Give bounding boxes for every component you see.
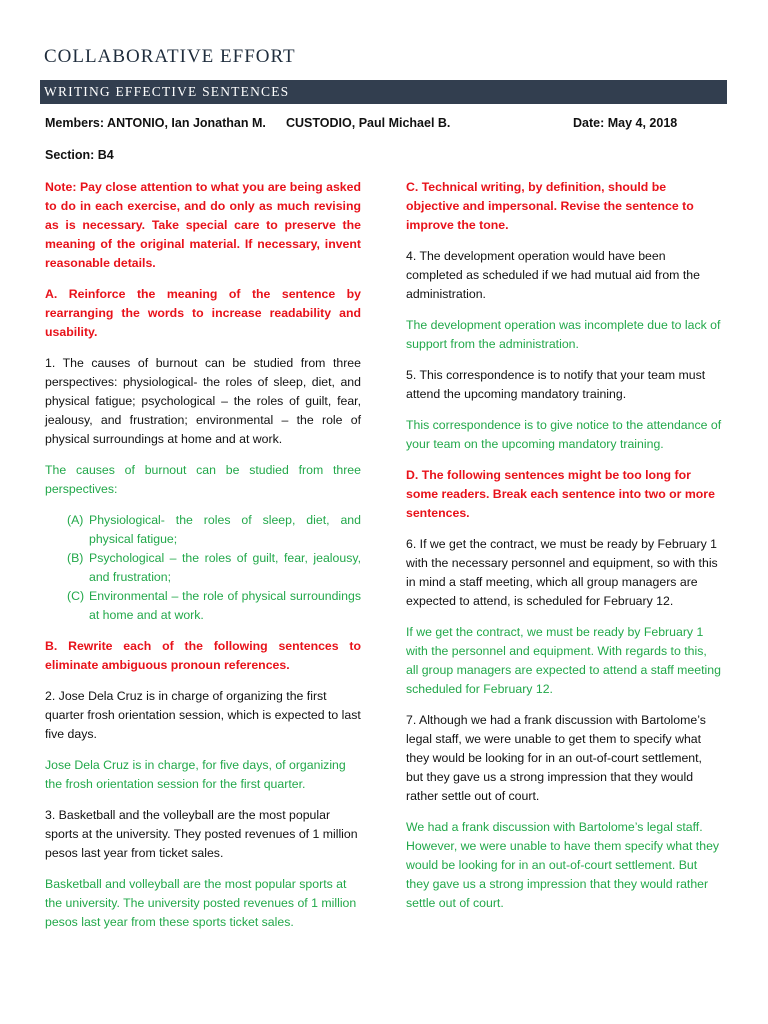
exercise-b-heading: B. Rewrite each of the following sentences to eliminate ambiguous pronoun references. (45, 639, 361, 672)
list-marker: (A) (67, 513, 84, 527)
members-label: Members: ANTONIO, Ian Jonathan M. (45, 116, 266, 130)
answer-1-list (45, 511, 361, 625)
member-second: CUSTODIO, Paul Michael B. (286, 116, 451, 130)
section-label: Section: B4 (45, 148, 114, 162)
answer-3: Basketball and volleyball are the most popular sports at the university. The university posted revenues of 1 million pesos last year from these sports ticket sales. (45, 877, 357, 929)
list-marker: (B) (67, 551, 84, 565)
left-column (45, 178, 361, 944)
list-item (45, 511, 361, 549)
list-text: Physiological- the roles of sleep, diet, and physical fatigue; (89, 513, 361, 546)
exercise-a-heading: A. Reinforce the meaning of the sentence by rearranging the words to increase readability and usability. (45, 287, 361, 339)
question-5: 5. This correspondence is to notify that your team must attend the upcoming mandatory training. (406, 368, 706, 401)
question-3: 3. Basketball and the volleyball are the most popular sports at the university. They posted revenues of 1 million pesos last year from ticket sales. (45, 808, 358, 860)
answer-5: This correspondence is to give notice to the attendance of your team on the upcoming mandatory training. (406, 418, 722, 451)
document-title: COLLABORATIVE EFFORT (44, 46, 296, 67)
question-2: 2. Jose Dela Cruz is in charge of organizing the first quarter frosh orientation session, which is expected to last five days. (45, 689, 361, 741)
question-7: 7. Although we had a frank discussion with Bartolome’s legal staff, we were unable to get them to specify what they would be looking for in an out-of-court settlement, but they gave us a strong impression that they would rather settle out of court. (406, 713, 706, 803)
question-4: 4. The development operation would have been completed as scheduled if we had mutual aid from the administration. (406, 249, 700, 301)
answer-6: If we get the contract, we must be ready by February 1 with the personnel and equipment. With regards to this, all group managers are expected to attend a staff meeting scheduled for February 12. (406, 625, 721, 696)
right-column (406, 178, 722, 925)
section-banner: WRITING EFFECTIVE SENTENCES (40, 80, 727, 104)
answer-2: Jose Dela Cruz is in charge, for five days, of organizing the frosh orientation session for the first quarter. (45, 758, 346, 791)
note-paragraph: Note: Pay close attention to what you are being asked to do in each exercise, and do only as much revising as is necessary. Take special care to preserve the meaning of the original material. If necessary, invent reasonable details. (45, 180, 361, 270)
list-text: Psychological – the roles of guilt, fear, jealousy, and frustration; (89, 551, 361, 584)
list-item (45, 587, 361, 625)
answer-7: We had a frank discussion with Bartolome’s legal staff. However, we were unable to have them specify what they would be looking for in an out-of-court settlement. But they gave us a strong impression that they would rather settle out of court. (406, 820, 720, 910)
list-text: Environmental – the role of physical surroundings at home and at work. (89, 589, 361, 622)
list-item (45, 549, 361, 587)
exercise-d-heading: D. The following sentences might be too long for some readers. Break each sentence into two or more sentences. (406, 468, 715, 520)
question-6: 6. If we get the contract, we must be ready by February 1 with the necessary personnel and equipment, so with this in mind a staff meeting, which all group managers are expected to attend, is scheduled for February 12. (406, 537, 718, 608)
date-label: Date: May 4, 2018 (573, 116, 678, 130)
answer-4: The development operation was incomplete due to lack of support from the administration. (406, 318, 721, 351)
question-1: 1. The causes of burnout can be studied from three perspectives: physiological- the roles of sleep, diet, and physical fatigue; psychological – the roles of guilt, fear, jealousy, and frustration; environmental – the role of physical surroundings at home and at work. (45, 356, 361, 446)
exercise-c-heading: C. Technical writing, by definition, should be objective and impersonal. Revise the sentence to improve the tone. (406, 180, 694, 232)
answer-1-intro: The causes of burnout can be studied from three perspectives: (45, 463, 361, 496)
list-marker: (C) (67, 589, 85, 603)
